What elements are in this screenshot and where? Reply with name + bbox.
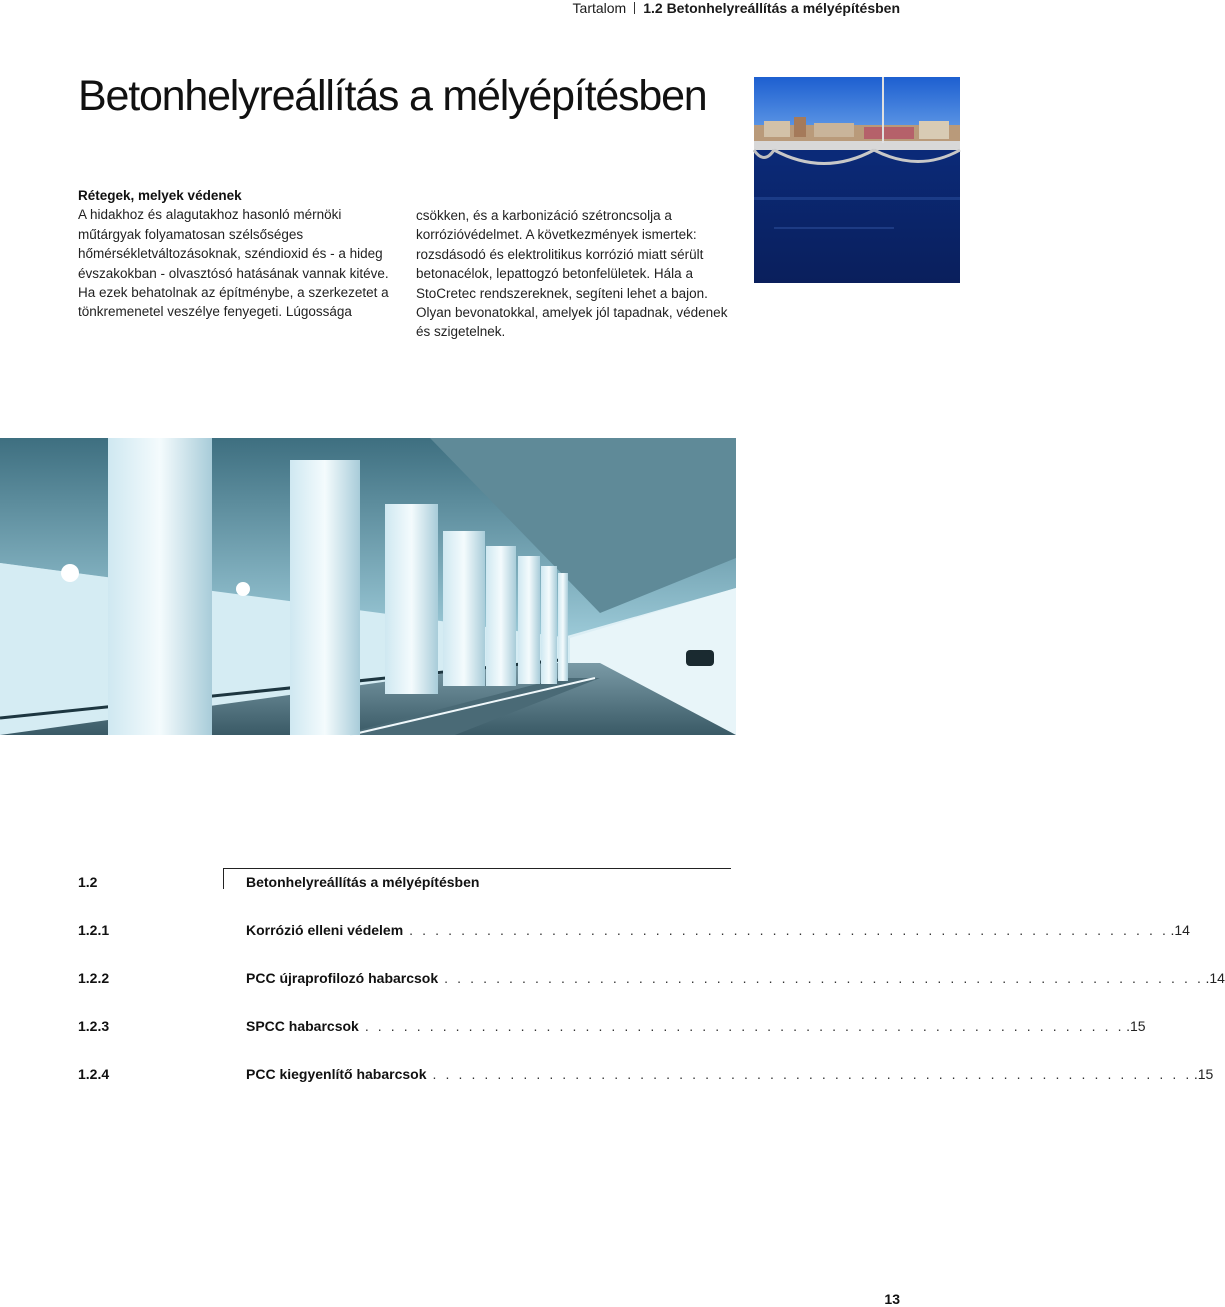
toc-entry-title: PCC újraprofilozó habarcsok bbox=[246, 970, 439, 986]
toc-leader-dots: . . . . . . . . . . . . . . . . . . . . . . . . . . . . . . . . . . . . . . . . . . . . . . . . . . . . . . . . . . . bbox=[364, 1018, 1125, 1034]
toc-leader-dots: . . . . . . . . . . . . . . . . . . . . . . . . . . . . . . . . . . . . . . . . . . . . . . . . . . . . . . . . . . . bbox=[444, 970, 1204, 986]
breadcrumb-contents-link[interactable]: Tartalom bbox=[572, 0, 627, 16]
toc-section-number: 1.2 bbox=[78, 874, 98, 890]
toc-top-rule bbox=[223, 868, 731, 869]
toc-entry-title: Korrózió elleni védelem bbox=[246, 922, 404, 938]
toc-section-title: Betonhelyreállítás a mélyépítésben bbox=[246, 874, 480, 890]
bridge-photo bbox=[754, 77, 960, 283]
toc-leader-dots: . . . . . . . . . . . . . . . . . . . . . . . . . . . . . . . . . . . . . . . . . . . . . . . . . . . . . . . . . . . bbox=[432, 1066, 1192, 1082]
toc-entry-title: SPCC habarcsok bbox=[246, 1018, 359, 1034]
toc-entry-page: .15 bbox=[1126, 1018, 1146, 1034]
body-column-right bbox=[416, 206, 736, 342]
toc-entry-page: .14 bbox=[1170, 922, 1190, 938]
toc-entry-number: 1.2.4 bbox=[78, 1066, 110, 1082]
breadcrumb-current: 1.2 Betonhelyreállítás a mélyépítésben bbox=[643, 0, 900, 16]
toc-entry-number: 1.2.3 bbox=[78, 1018, 110, 1034]
tunnel-photo bbox=[0, 438, 736, 735]
section-lead-heading: Rétegek, melyek védenek bbox=[78, 188, 242, 203]
toc-entry-number: 1.2.2 bbox=[78, 970, 110, 986]
body-text-right: csökken, és a karbonizáció szétroncsolja a korrózióvédelmet. A következmények ismertek: rozsdásodó és elektrolitikus korrózió miatt sérült betonacélok, lepattogzó betonfelületek. Hála a StoCretec rendszereknek, segíteni lehet a bajon. Olyan bevonatokkal, amelyek jól tapadnak, védenek és szigetelnek. bbox=[416, 208, 728, 340]
toc-entry-number: 1.2.1 bbox=[78, 922, 110, 938]
body-column-left bbox=[78, 186, 398, 322]
page-number: 13 bbox=[884, 1291, 900, 1307]
toc-vertical-divider bbox=[223, 868, 224, 889]
toc-entry-page: .14 bbox=[1205, 970, 1225, 986]
toc-leader-dots: . . . . . . . . . . . . . . . . . . . . . . . . . . . . . . . . . . . . . . . . . . . . . . . . . . . . . . . . . . . bbox=[409, 922, 1169, 938]
page-title: Betonhelyreállítás a mélyépítésben bbox=[78, 72, 707, 120]
breadcrumb-divider bbox=[634, 2, 635, 14]
toc-entry-title: PCC kiegyenlítő habarcsok bbox=[246, 1066, 427, 1082]
body-text-left: A hidakhoz és alagutakhoz hasonló mérnöki műtárgyak folyamatosan szélsőséges hőmérsékletváltozásoknak, széndioxid és - a hideg évszakokban - olvasztósó hatásának vannak kitéve. Ha ezek behatolnak az építménybe, a szerkezetet a tönkremenetel veszélye fenyegeti. Lúgossága bbox=[78, 207, 389, 320]
toc-entry-page: .15 bbox=[1193, 1066, 1214, 1082]
breadcrumb bbox=[573, 0, 900, 16]
